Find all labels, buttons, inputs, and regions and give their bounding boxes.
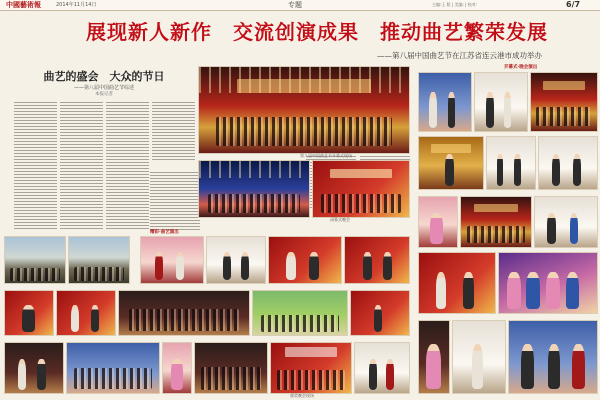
solo-performer-photo bbox=[4, 290, 54, 336]
performer-group bbox=[536, 107, 591, 127]
stage-lights bbox=[199, 161, 309, 178]
red-banner-photo bbox=[350, 290, 410, 336]
performer-group bbox=[74, 368, 151, 389]
article-byline: 本报记者 bbox=[95, 92, 113, 97]
stage-banner bbox=[330, 169, 391, 178]
performer-group bbox=[208, 194, 300, 213]
elder-duo-photo bbox=[418, 252, 496, 314]
performer-figure bbox=[18, 359, 26, 390]
award-ceremony-photo bbox=[270, 342, 352, 394]
gold-stage-photo bbox=[418, 136, 484, 190]
audience-group bbox=[74, 267, 124, 281]
performer-figure bbox=[546, 272, 560, 309]
performer-group bbox=[321, 194, 402, 213]
performer-figure bbox=[486, 92, 493, 128]
section-band-label: 开幕式·晚会演出 bbox=[504, 65, 538, 70]
banner-performance-photo bbox=[312, 160, 410, 218]
performer-figure bbox=[223, 252, 231, 281]
performer-figure bbox=[155, 252, 164, 281]
article-text-column bbox=[60, 100, 103, 230]
performer-figure bbox=[309, 252, 319, 281]
performer-group bbox=[216, 117, 392, 146]
issue-date: 2014年11月14日 bbox=[56, 2, 97, 8]
dancer-photo bbox=[452, 320, 506, 394]
male-performers-photo bbox=[534, 196, 598, 248]
performer-figure bbox=[363, 252, 372, 281]
performer-figure bbox=[572, 344, 584, 389]
stage-performance-photo bbox=[198, 160, 310, 218]
blue-stage-photo bbox=[66, 342, 160, 394]
performer-figure bbox=[426, 344, 441, 389]
performer-figure bbox=[71, 305, 79, 332]
performer-group bbox=[201, 367, 262, 390]
performer-figure bbox=[37, 359, 45, 390]
performer-figure bbox=[463, 272, 474, 309]
crosstalk-duo-photo bbox=[4, 342, 64, 394]
singer-duo-photo bbox=[418, 72, 472, 132]
performer-figure bbox=[448, 92, 455, 128]
page-headline: 展现新人新作 交流创演成果 推动曲艺繁荣发展 bbox=[86, 20, 548, 44]
formal-duo-photo bbox=[538, 136, 598, 190]
article-text-column bbox=[14, 100, 57, 230]
pipa-player-photo bbox=[418, 320, 450, 394]
performer-figure bbox=[497, 154, 504, 186]
performer-figure bbox=[374, 305, 382, 332]
red-stage-photo bbox=[268, 236, 342, 284]
award-stage-photo bbox=[344, 236, 410, 284]
performer-figure bbox=[383, 252, 392, 281]
ensemble-performance-photo bbox=[118, 290, 250, 336]
page-subheadline: ——第八届中国曲艺节在江苏省连云港市成功举办 bbox=[377, 51, 542, 60]
performer-figure bbox=[472, 344, 483, 389]
section-label: 专题 bbox=[288, 1, 302, 9]
stage-banner bbox=[474, 204, 519, 212]
article-subtitle: ——第八届中国曲艺节综述 bbox=[73, 85, 134, 91]
performer-figure bbox=[241, 252, 249, 281]
actress-photo bbox=[418, 196, 458, 248]
host-trio-photo bbox=[508, 320, 598, 394]
performer-figure bbox=[552, 154, 560, 186]
performer-figure bbox=[514, 154, 521, 186]
performer-figure bbox=[176, 252, 185, 281]
performer-figure bbox=[171, 359, 182, 390]
host-couple-photo bbox=[474, 72, 528, 132]
performer-group bbox=[261, 315, 340, 333]
performer-figure bbox=[504, 92, 511, 128]
single-actress-photo bbox=[162, 342, 192, 394]
outdoor-performance-photo bbox=[4, 236, 66, 284]
article-title: 曲艺的盛会 大众的节日 bbox=[43, 70, 165, 83]
performer-group bbox=[467, 226, 526, 243]
photo-caption: 第八届中国曲艺节开幕式现场 bbox=[300, 153, 352, 158]
green-stage-photo bbox=[252, 290, 348, 336]
performer-figure bbox=[436, 272, 447, 309]
duo-performance-photo bbox=[140, 236, 204, 284]
performer-figure bbox=[507, 272, 521, 309]
section-band-label: 精彩·曲艺演出 bbox=[150, 230, 179, 235]
newspaper-name: 中國藝術報 bbox=[6, 0, 41, 9]
article-text-column bbox=[152, 100, 195, 160]
festival-stage-photo bbox=[530, 72, 598, 132]
article-text-column bbox=[150, 170, 200, 230]
performer-figure bbox=[566, 272, 580, 309]
audience-group bbox=[10, 268, 60, 281]
host-pair-photo bbox=[354, 342, 410, 394]
performer-figure bbox=[526, 272, 540, 309]
stage-banner bbox=[237, 79, 371, 93]
performer-figure bbox=[548, 344, 560, 389]
female-chorus-photo bbox=[498, 252, 598, 314]
performer-figure bbox=[369, 359, 377, 390]
photo-caption: 闭幕式晚会 bbox=[330, 217, 350, 222]
performer-figure bbox=[386, 359, 394, 390]
article-text-column bbox=[106, 100, 149, 230]
red-stage-ensemble-photo bbox=[460, 196, 532, 248]
performer-figure bbox=[445, 154, 454, 186]
performer-figure bbox=[91, 305, 99, 332]
masthead-bar bbox=[0, 0, 600, 11]
performer-group bbox=[129, 309, 238, 331]
stage-banner bbox=[543, 81, 585, 90]
performer-figure bbox=[429, 92, 436, 128]
musician-photo bbox=[486, 136, 536, 190]
stage-banner bbox=[285, 347, 336, 357]
performer-figure bbox=[430, 213, 443, 244]
folk-art-photo bbox=[194, 342, 268, 394]
opening-ceremony-photo bbox=[198, 66, 410, 154]
performer-group bbox=[277, 370, 344, 390]
performer-figure bbox=[286, 252, 296, 281]
performer-figure bbox=[521, 344, 533, 389]
performer-figure bbox=[573, 154, 581, 186]
page-number: 6/7 bbox=[566, 0, 581, 9]
photo-caption: 颁奖晚会现场 bbox=[290, 393, 314, 398]
performer-figure bbox=[22, 305, 34, 332]
duo-stage-photo bbox=[56, 290, 116, 336]
crosstalk-photo bbox=[206, 236, 266, 284]
editor-info: 主编:王 版 | 美编: | 校对: bbox=[432, 2, 478, 7]
performer-figure bbox=[547, 213, 556, 244]
performer-figure bbox=[570, 213, 579, 244]
outdoor-audience-photo bbox=[68, 236, 130, 284]
stage-banner bbox=[431, 144, 472, 152]
